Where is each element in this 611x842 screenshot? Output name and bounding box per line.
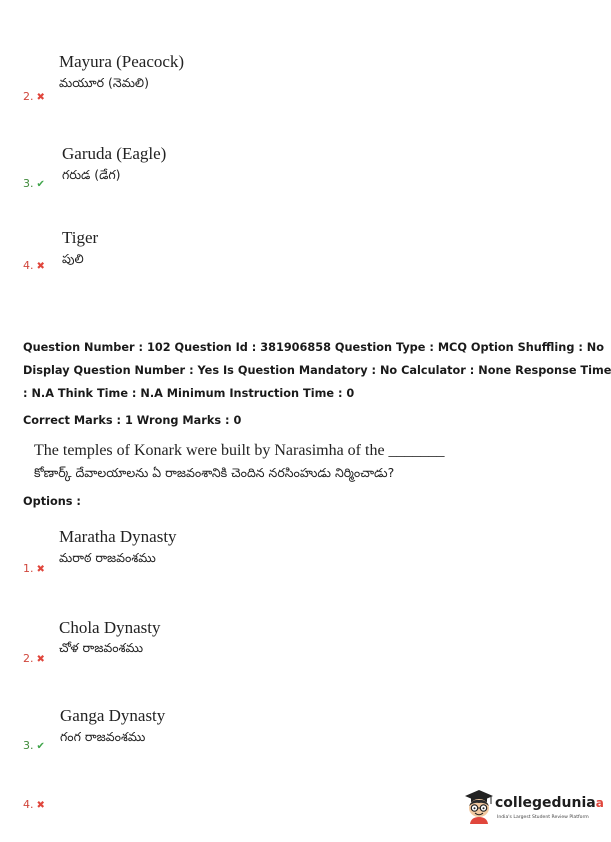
cross-icon: ✖	[36, 261, 45, 272]
prev-option-3-label: 3.	[23, 177, 34, 190]
cross-icon: ✖	[36, 92, 45, 103]
prev-option-4-label: 4.	[23, 259, 34, 272]
collegedunia-logo	[464, 788, 604, 828]
prev-option-2-telugu: మయూర (నెమలి)	[59, 75, 149, 90]
cross-icon: ✖	[36, 800, 45, 811]
options-heading: Options :	[23, 495, 81, 508]
prev-option-3-number	[23, 177, 45, 190]
prev-option-3-telugu: గరుడ (డేగ)	[62, 167, 121, 182]
option-3-number	[23, 739, 45, 752]
meta-line-2: Display Question Number : Yes Is Question Mandatory : No Calculator : None Response Time	[23, 364, 611, 377]
option-1-telugu: మరాఠ రాజవంశము	[59, 550, 156, 565]
option-3-label: 3.	[23, 739, 34, 752]
cross-icon: ✖	[36, 564, 45, 575]
checkmark-icon: ✔	[36, 741, 45, 752]
option-2-label: 2.	[23, 652, 34, 665]
prev-option-3-english: Garuda (Eagle)	[62, 144, 167, 163]
option-1-label: 1.	[23, 562, 34, 575]
marks-line: Correct Marks : 1 Wrong Marks : 0	[23, 414, 242, 427]
question-text-telugu: కోణార్క్ దేవాలయాలను ఏ రాజవంశానికి చెందిన నరసింహుడు నిర్మించాడు?	[34, 465, 395, 480]
student-mascot-icon	[464, 788, 494, 824]
logo-tagline: India's Largest Student Review Platform	[497, 815, 589, 820]
prev-option-4-english: Tiger	[62, 228, 99, 247]
checkmark-icon: ✔	[36, 179, 45, 190]
option-2-english: Chola Dynasty	[59, 618, 161, 637]
meta-line-3: : N.A Think Time : N.A Minimum Instruction Time : 0	[23, 387, 355, 400]
prev-option-2-number	[23, 90, 45, 103]
option-1-number	[23, 562, 45, 575]
option-2-number	[23, 652, 45, 665]
logo-wordmark	[495, 795, 604, 811]
option-2-telugu: చోళ రాజవంశము	[59, 640, 144, 655]
option-3-english: Ganga Dynasty	[60, 706, 166, 725]
logo-wordmark-main: collegedunia	[495, 795, 596, 811]
option-4-label: 4.	[23, 798, 34, 811]
question-text-english: The temples of Konark were built by Narasimha of the _______	[34, 442, 445, 459]
meta-line-1: Question Number : 102 Question Id : 381906858 Question Type : MCQ Option Shuffling : No	[23, 341, 605, 354]
option-1-english: Maratha Dynasty	[59, 527, 177, 546]
prev-option-4-telugu: పులి	[62, 251, 84, 266]
option-4-number	[23, 798, 45, 811]
option-3-telugu: గంగ రాజవంశము	[60, 729, 146, 744]
prev-option-4-number	[23, 259, 45, 272]
cross-icon: ✖	[36, 654, 45, 665]
prev-option-2-label: 2.	[23, 90, 34, 103]
logo-wordmark-tail: a	[595, 796, 604, 810]
prev-option-2-english: Mayura (Peacock)	[59, 52, 185, 71]
